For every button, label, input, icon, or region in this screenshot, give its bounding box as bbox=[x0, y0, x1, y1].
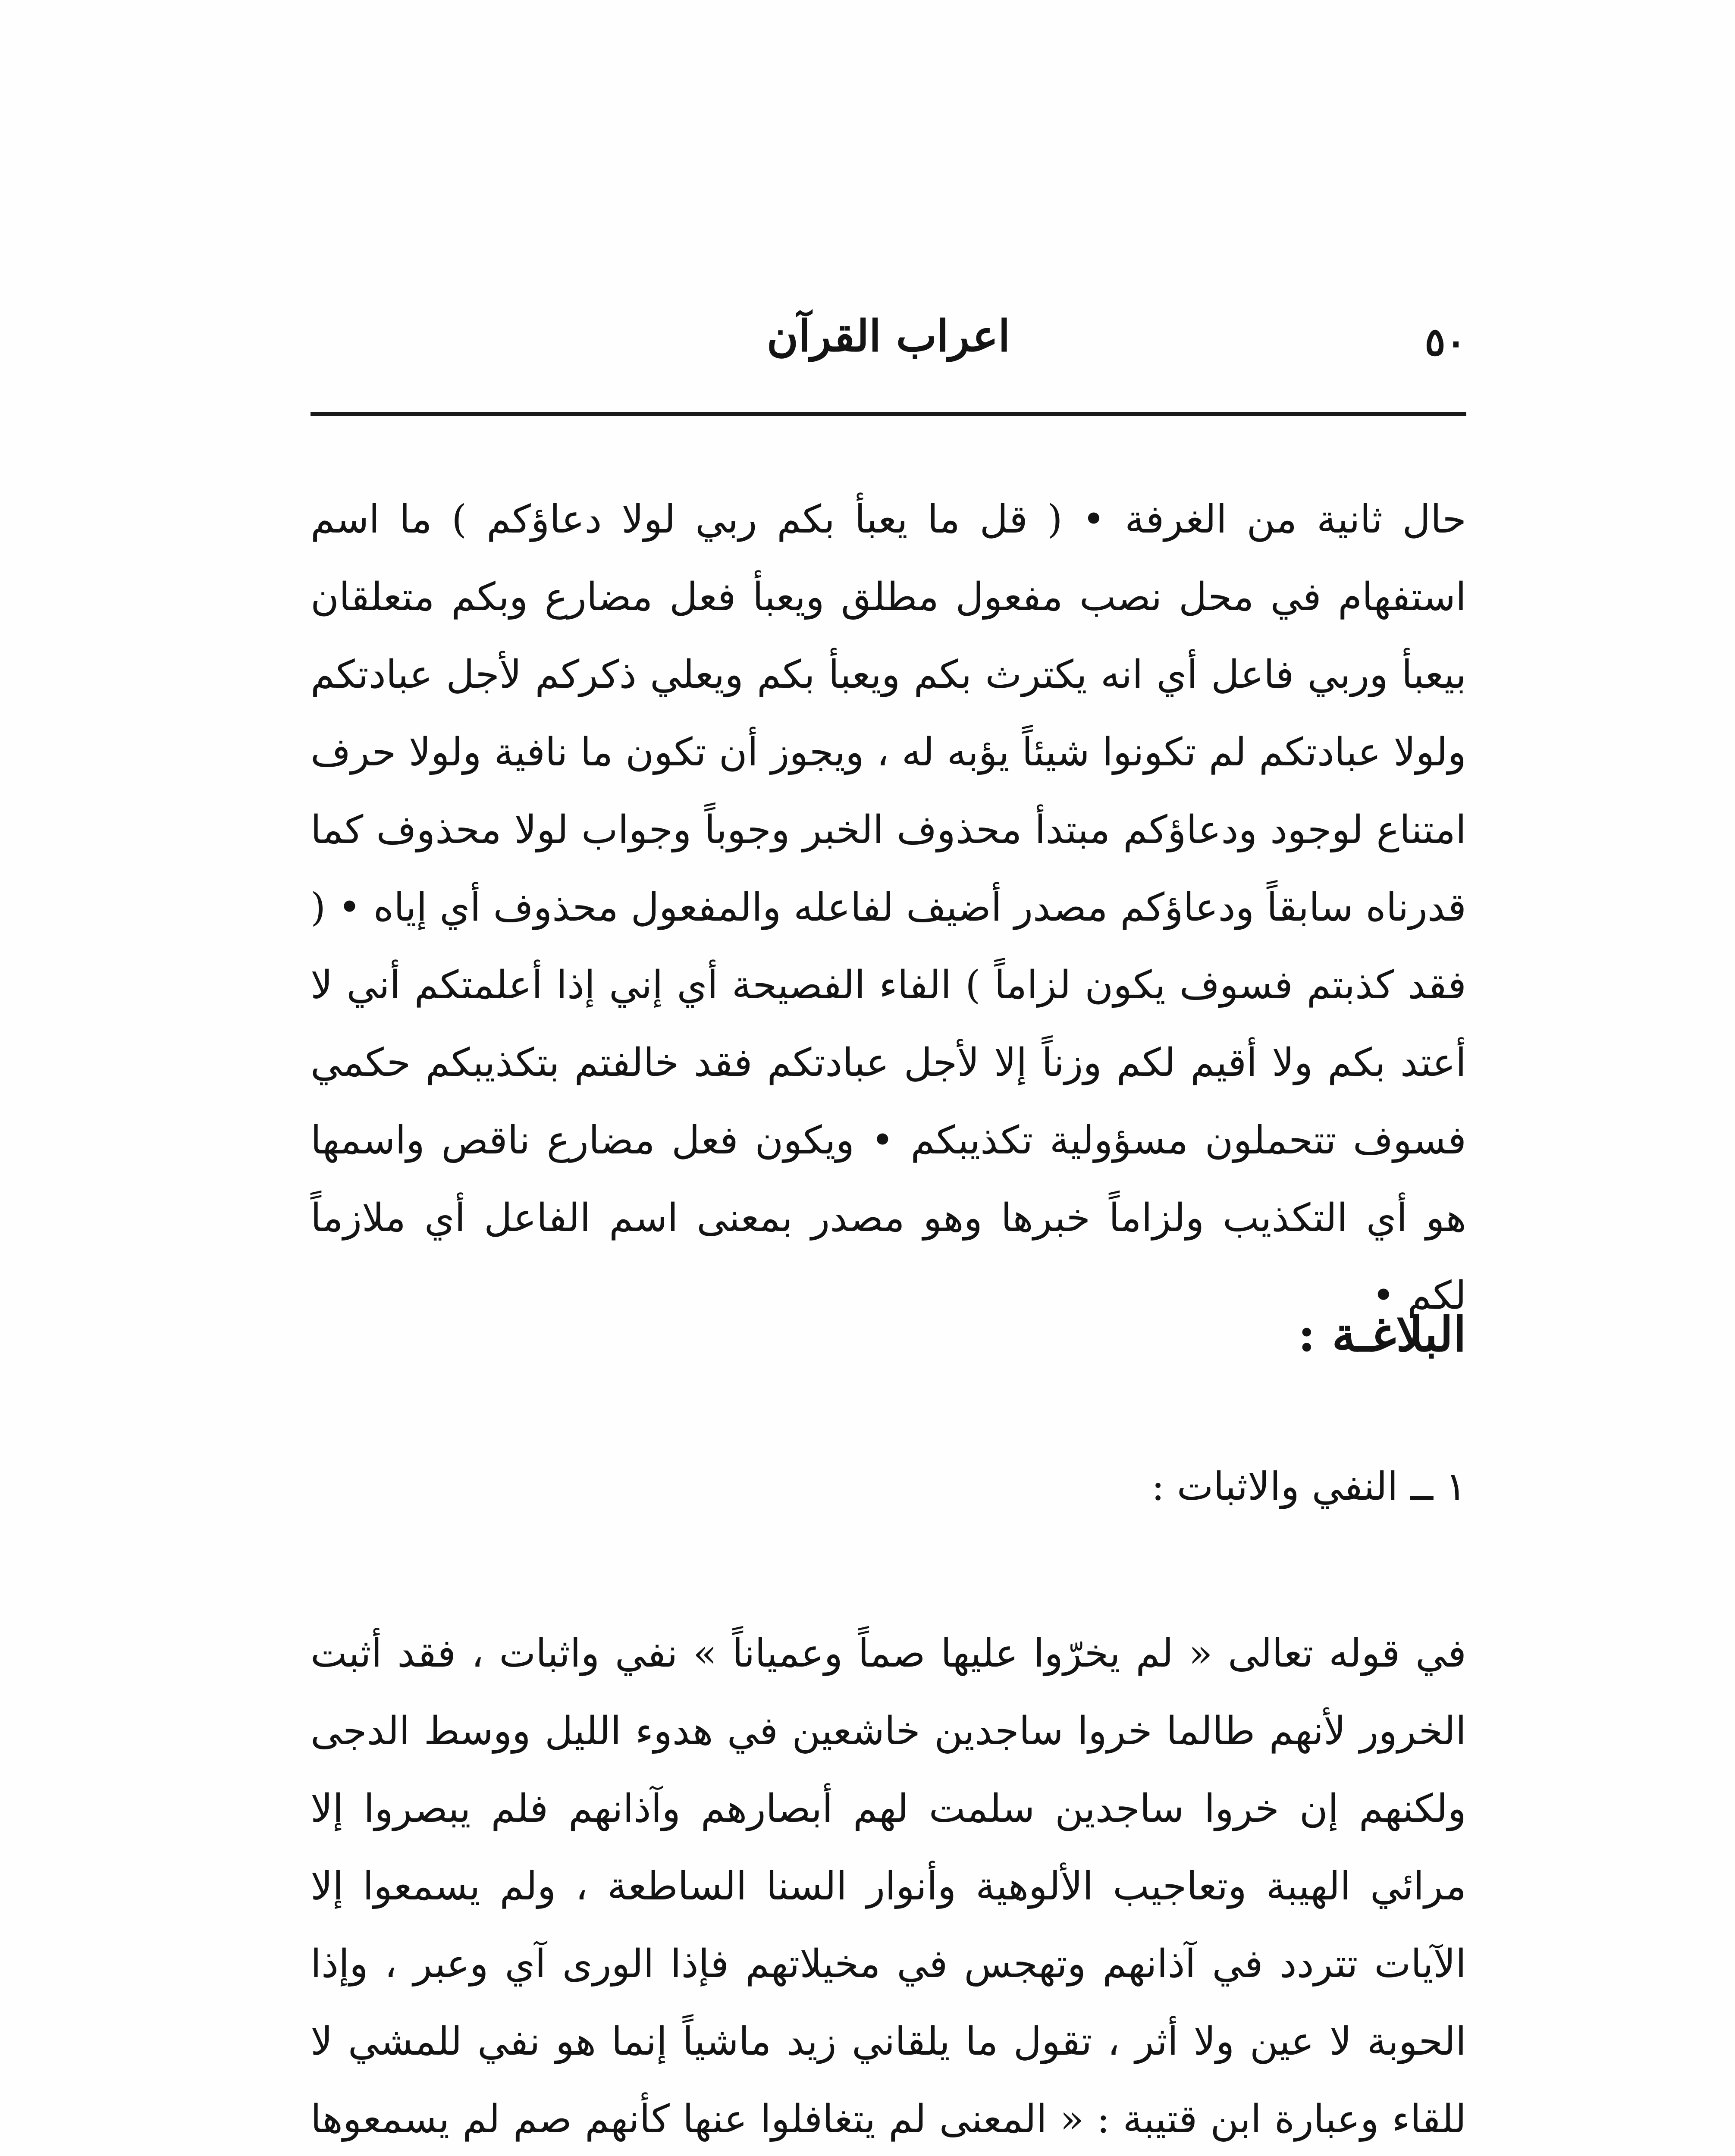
page-number: ٥٠ bbox=[1424, 319, 1466, 365]
paragraph-irab: حال ثانية من الغرفة • ( قل ما يعبأ بكم ربي لولا دعاؤكم ) ما اسم استفهام في محل نصب مفعول مطلق ويعبأ فعل مضارع وبكم متعلقان بيعبأ وربي فاعل أي انه يكترث بكم ويعبأ بكم ويعلي ذكركم لأجل عبادتكم ولولا عبادتكم لم تكونوا شيئاً يؤبه له ، ويجوز أن تكون ما نافية ولولا حرف امتناع لوجود ودعاؤكم مبتدأ محذوف الخبر وجوباً وجواب لولا محذوف كما قدرناه سابقاً ودعاؤكم مصدر أضيف لفاعله والمفعول محذوف أي إياه • ( فقد كذبتم فسوف يكون لزاماً ) الفاء الفصيحة أي إني إذا أعلمتكم أني لا أعتد بكم ولا أقيم لكم وزناً إلا لأجل عبادتكم فقد خالفتم بتكذيبكم حكمي فسوف تتحملون مسؤولية تكذيبكم • ويكون فعل مضارع ناقص واسمها هو أي التكذيب ولزاماً خبرها وهو مصدر بمعنى اسم الفاعل أي ملازماً لكم • bbox=[311, 497, 1466, 1318]
page-header bbox=[311, 302, 1466, 388]
paragraph-balagha: في قوله تعالى « لم يخرّوا عليها صماً وعمياناً » نفي واثبات ، فقد أثبت الخرور لأنهم طالما خروا ساجدين خاشعين في هدوء الليل ووسط الدجى ولكنهم إن خروا ساجدين سلمت لهم أبصارهم وآذانهم فلم يبصروا إلا مرائي الهيبة وتعاجيب الألوهية وأنوار السنا الساطعة ، ولم يسمعوا إلا الآيات تتردد في آذانهم وتهجس في مخيلاتهم فإذا الورى آي وعبر ، وإذا الحوبة لا عين ولا أثر ، تقول ما يلقاني زيد ماشياً إنما هو نفي للمشي لا للقاء وعبارة ابن قتيبة : « المعنى لم يتغافلوا عنها كأنهم صم لم يسمعوها bbox=[311, 1631, 1466, 2142]
header-divider bbox=[311, 412, 1466, 416]
running-title: اعراب القرآن bbox=[766, 310, 1010, 361]
section-heading-balagha: البلاغـة : bbox=[1298, 1307, 1466, 1362]
subsection-heading: ١ ــ النفي والاثبات : bbox=[1151, 1464, 1466, 1509]
